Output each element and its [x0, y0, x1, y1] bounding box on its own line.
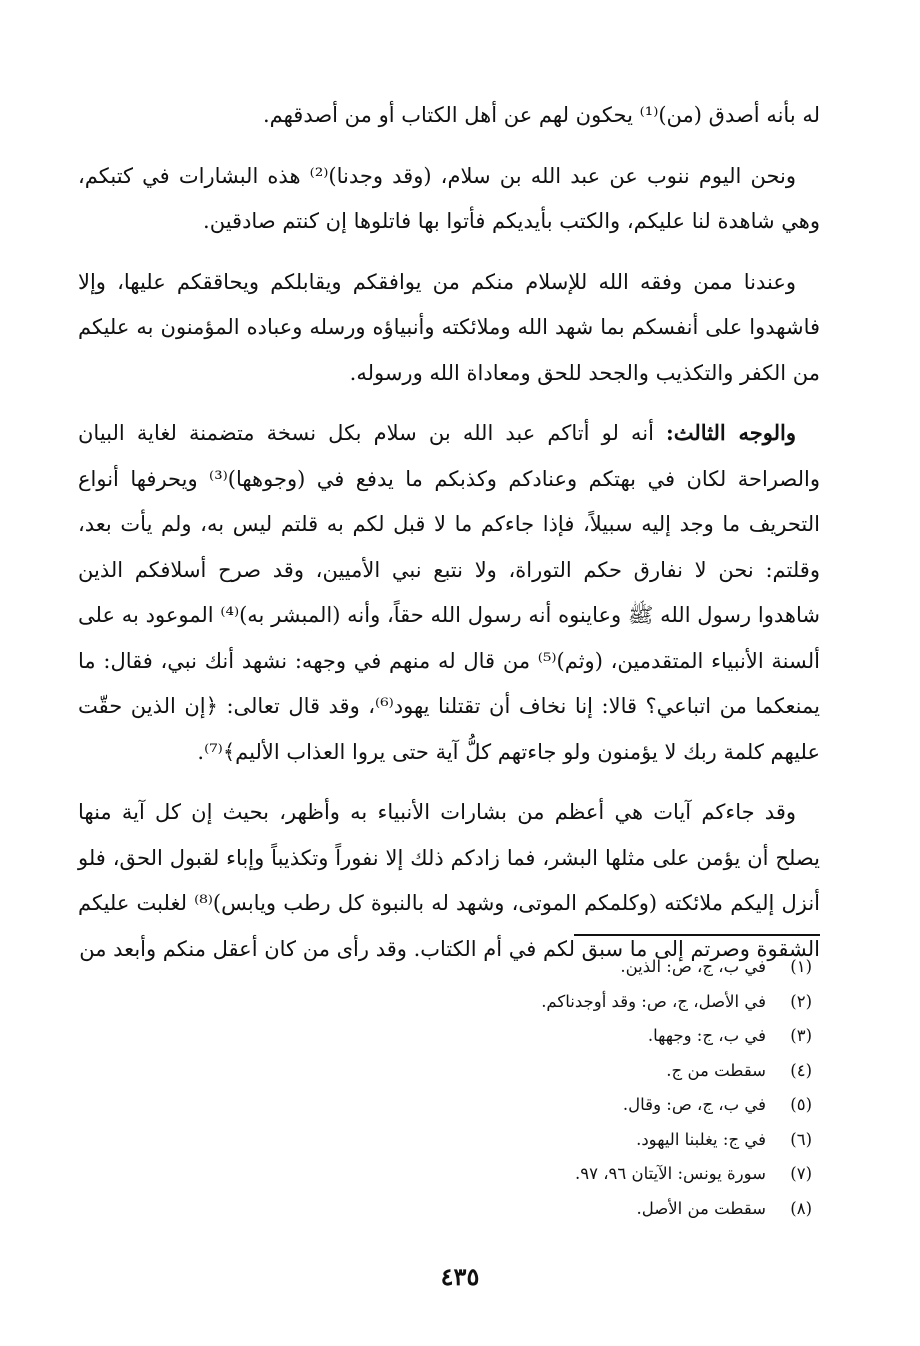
paragraph-3 — [78, 259, 820, 397]
paragraph-4 — [78, 410, 820, 775]
footnote-text: في ب، ج، ص: وقال. — [622, 1095, 766, 1114]
footnote-number: (٧) — [790, 1164, 812, 1183]
footnote-6 — [78, 1123, 820, 1158]
footnote-2 — [78, 985, 820, 1020]
footnotes — [78, 934, 820, 1226]
paragraph-1 — [78, 92, 820, 139]
main-text — [78, 92, 820, 986]
paragraph-2 — [78, 153, 820, 245]
footnote-number: (٦) — [790, 1129, 812, 1149]
paragraph-1-text: له بأنه أصدق (من)⁽¹⁾ يحكون لهم عن أهل الكتاب أو من أصدقهم. — [262, 103, 820, 127]
footnote-text: في ب، ج، ص: الذين. — [620, 957, 766, 976]
footnote-number: (٤) — [790, 1060, 812, 1080]
footnote-text: سقطت من الأصل. — [636, 1198, 766, 1218]
footnote-4 — [78, 1054, 820, 1089]
footnote-5 — [78, 1088, 820, 1123]
footnote-list — [78, 950, 820, 1226]
paragraph-4-text: أنه لو أتاكم عبد الله بن سلام بكل نسخة متضمنة لغاية البيان والصراحة لكان في بهتكم وعنادكم وكذبكم ما يدفع في (وجوهها)⁽³⁾ ويحرفها أنواع التحريف ما وجد إليه سبيلاً، فإذا جاءكم ما لا قبل لكم به قلتم ليس به، ولم يأت بعد، وقلتم: نحن لا نفارق حكم التوراة، ولا نتبع نبي الأميين، وقد صرح أسلافكم الذين شاهدوا رسول الله ﷺ وعاينوه أنه رسول الله حقاً، وأنه (المبشر به)⁽⁴⁾ الموعود به على ألسنة الأنبياء المتقدمين، (وثم)⁽⁵⁾ من قال له منهم في وجهه: نشهد أنك نبي، فقال: ما يمنعكما من اتباعي؟ قالا: إنا نخاف أن تقتلنا يهود⁽⁶⁾، وقد قال تعالى: ﴿إن الذين حقّت عليهم كلمة ربك لا يؤمنون ولو جاءتهم كلُّ آية حتى يروا العذاب الأليم﴾⁽⁷⁾. — [78, 421, 820, 764]
footnote-text: سقطت من ج. — [666, 1060, 766, 1080]
footnote-number: (٨) — [790, 1198, 812, 1218]
footnote-7 — [78, 1157, 820, 1192]
footnote-number: (٢) — [790, 991, 812, 1011]
footnote-1 — [78, 950, 820, 985]
footnote-text: في ج: يغلبنا اليهود. — [636, 1129, 766, 1149]
footnote-text: في ب، ج: وجهها. — [647, 1026, 766, 1045]
footnote-separator — [574, 934, 820, 936]
paragraph-5-text: وقد جاءكم آيات هي أعظم من بشارات الأنبياء به وأظهر، بحيث إن كل آية منها يصلح أن يؤمن على مثلها البشر، فما زادكم ذلك إلا نفوراً وتكذيباً وإباء لقبول الحق، فلو أنزل إليكم ملائكته (وكلمكم الموتى، وشهد له بالنبوة كل رطب ويابس)⁽⁸⁾ لغلبت عليكم الشقوة وصرتم إلى ما سبق لكم في أم الكتاب. وقد رأى من كان أعقل منكم وأبعد من — [78, 800, 821, 961]
footnote-text: سورة يونس: الآيتان ٩٦، ٩٧. — [574, 1164, 766, 1183]
paragraph-4-lead: والوجه الثالث: — [666, 420, 796, 445]
footnote-number: (٥) — [790, 1095, 812, 1114]
footnote-3 — [78, 1019, 820, 1054]
footnote-number: (٣) — [790, 1026, 812, 1045]
footnote-8 — [78, 1192, 820, 1227]
footnote-number: (١) — [790, 957, 812, 976]
page-number: ٤٣٥ — [440, 1262, 480, 1291]
paragraph-2-text: ونحن اليوم ننوب عن عبد الله بن سلام، (وقد وجدنا)⁽²⁾ هذه البشارات في كتبكم، وهي شاهدة لنا عليكم، والكتب بأيديكم فأتوا بها فاتلوها إن كنتم صادقين. — [78, 163, 820, 233]
footnote-text: في الأصل، ج، ص: وقد أوجدناكم. — [541, 991, 766, 1011]
paragraph-3-text: وعندنا ممن وفقه الله للإسلام منكم من يوافقكم ويقابلكم ويحاققكم عليها، وإلا فاشهدوا على أنفسكم بما شهد الله وملائكته وأنبياؤه ورسله وعباده المؤمنون به عليكم من الكفر والتكذيب والجحد للحق ومعاداة الله ورسوله. — [78, 269, 820, 385]
